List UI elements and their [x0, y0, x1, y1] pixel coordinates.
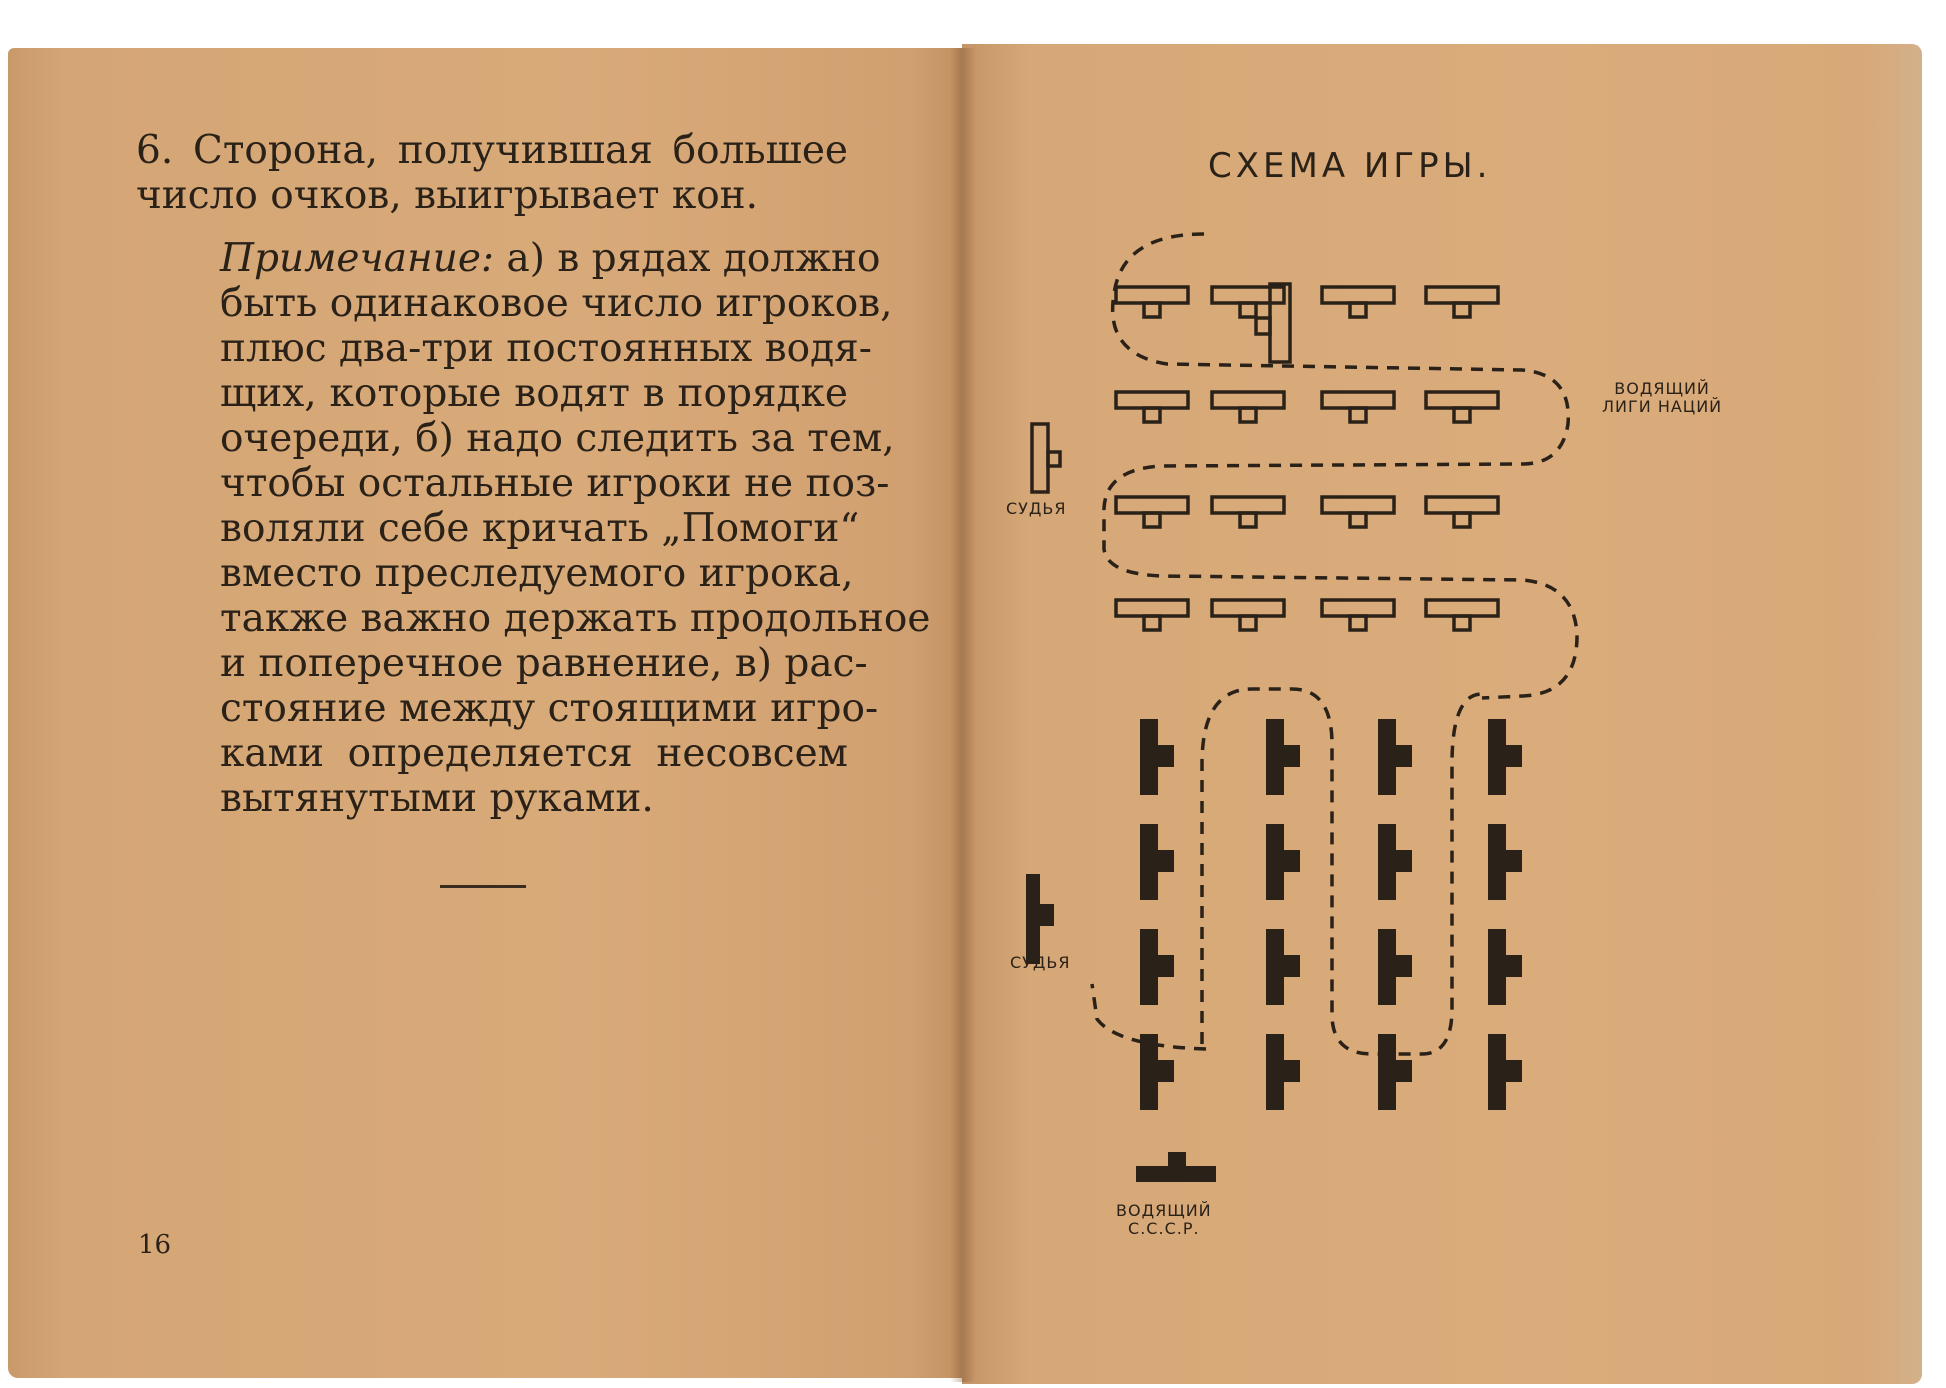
player-body [1488, 719, 1506, 795]
player-body [1322, 392, 1394, 408]
player-body [1116, 497, 1188, 513]
text-line: число очков, выигрывает кон. [136, 173, 759, 218]
player-head [1284, 1060, 1300, 1082]
player-head [1240, 303, 1256, 317]
text-line: 6. Сторона, получившая большее [136, 128, 848, 173]
player-head [1284, 955, 1300, 977]
league-player-icon [1116, 497, 1188, 527]
player-head [1350, 303, 1366, 317]
league-player-icon [1116, 392, 1188, 422]
text-line: и поперечное равнение, в) рас- [220, 641, 868, 686]
ussr-leader-label [1116, 1202, 1212, 1238]
text-line: очереди, б) надо следить за тем, [220, 416, 895, 461]
player-head [1396, 850, 1412, 872]
player-head [1240, 513, 1256, 527]
player-body [1140, 1034, 1158, 1110]
judge-bottom-label: СУДЬЯ [1010, 953, 1071, 972]
player-head [1158, 745, 1174, 767]
player-body [1266, 929, 1284, 1005]
game-scheme-diagram [962, 44, 1922, 1384]
player-head [1396, 745, 1412, 767]
text-line: плюс два-три постоянных водя- [220, 326, 872, 371]
player-body [1140, 824, 1158, 900]
ussr-player-icon [1488, 824, 1522, 900]
league-player-icon [1426, 600, 1498, 630]
player-head [1350, 513, 1366, 527]
ussr-leader-icon [1136, 1152, 1216, 1182]
note-first-line [220, 236, 881, 281]
player-head [1158, 955, 1174, 977]
label-line: ВОДЯЩИЙ [1614, 379, 1710, 398]
player-head [1396, 1060, 1412, 1082]
player-body [1378, 824, 1396, 900]
player-body [1378, 1034, 1396, 1110]
player-body [1140, 929, 1158, 1005]
league-player-icon [1212, 392, 1284, 422]
player-body [1266, 719, 1284, 795]
player-head [1350, 408, 1366, 422]
text-line: воляли себе кричать „Помоги“ [220, 506, 860, 551]
player-body [1212, 392, 1284, 408]
player-head [1144, 303, 1160, 317]
ussr-player-icon [1140, 719, 1174, 795]
text-line: чтобы остальные игроки не поз- [220, 461, 890, 506]
player-head [1144, 616, 1160, 630]
player-head [1454, 408, 1470, 422]
player-head [1454, 513, 1470, 527]
league-player-icon [1116, 287, 1188, 317]
section-divider [440, 885, 526, 888]
league-player-icon [1322, 600, 1394, 630]
player-body [1140, 719, 1158, 795]
league-leader-label [1602, 380, 1722, 416]
league-team [1116, 287, 1498, 630]
text-line: стояние между стоящими игро- [220, 686, 879, 731]
player-head [1454, 616, 1470, 630]
text-line: вытянутыми руками. [220, 776, 654, 821]
player-head [1144, 513, 1160, 527]
league-player-icon [1426, 287, 1498, 317]
player-body [1426, 287, 1498, 303]
ussr-player-icon [1488, 719, 1522, 795]
player-body [1378, 929, 1396, 1005]
player-head [1284, 745, 1300, 767]
ussr-player-icon [1488, 929, 1522, 1005]
ussr-player-icon [1266, 824, 1300, 900]
ussr-player-icon [1488, 1034, 1522, 1110]
judge-bottom-body [1026, 874, 1040, 964]
label-line: ЛИГИ НАЦИЙ [1602, 397, 1723, 416]
label-line: С.С.С.Р. [1128, 1219, 1200, 1238]
league-player-icon [1322, 392, 1394, 422]
player-body [1426, 600, 1498, 616]
player-body [1116, 600, 1188, 616]
label-line: ВОДЯЩИЙ [1116, 1201, 1212, 1220]
player-head [1158, 850, 1174, 872]
player-head [1454, 303, 1470, 317]
paragraph-6 [136, 128, 848, 218]
ussr-player-icon [1266, 929, 1300, 1005]
league-player-icon [1322, 497, 1394, 527]
player-head [1350, 616, 1366, 630]
player-head [1506, 955, 1522, 977]
text-line: щих, которые водят в порядке [220, 371, 848, 416]
player-head [1240, 408, 1256, 422]
judge-top-body [1032, 424, 1048, 492]
judge-top-label: СУДЬЯ [1006, 499, 1067, 518]
judge-top-icon [1032, 424, 1060, 492]
player-body [1488, 1034, 1506, 1110]
player-body [1212, 600, 1284, 616]
player-head [1240, 616, 1256, 630]
ussr-player-icon [1378, 719, 1412, 795]
judge-top-head [1048, 452, 1060, 466]
player-head [1506, 1060, 1522, 1082]
ussr-player-icon [1378, 929, 1412, 1005]
player-body [1212, 497, 1284, 513]
ussr-player-icon [1266, 719, 1300, 795]
league-leader-body [1270, 284, 1290, 362]
player-body [1322, 600, 1394, 616]
player-body [1322, 287, 1394, 303]
player-head [1144, 408, 1160, 422]
scheme-title: СХЕМА ИГРЫ. [1208, 146, 1492, 186]
ussr-player-icon [1140, 929, 1174, 1005]
player-head [1396, 955, 1412, 977]
player-body [1322, 497, 1394, 513]
player-body [1212, 287, 1284, 303]
league-player-icon [1212, 497, 1284, 527]
text-line: также важно держать продольное [220, 596, 931, 641]
ussr-leader-head [1168, 1152, 1186, 1166]
player-body [1116, 287, 1188, 303]
note-paragraph [220, 236, 931, 821]
text-line: быть одинаковое число игроков, [220, 281, 893, 326]
player-body [1378, 719, 1396, 795]
ussr-player-icon [1266, 1034, 1300, 1110]
player-head [1158, 1060, 1174, 1082]
judge-bottom-head [1040, 904, 1054, 926]
player-head [1284, 850, 1300, 872]
ussr-player-icon [1378, 824, 1412, 900]
league-leader-head [1256, 318, 1270, 334]
player-body [1488, 824, 1506, 900]
note-label: Примечание: [220, 236, 495, 281]
text-line: вместо преследуемого игрока, [220, 551, 854, 596]
ussr-path-line [1202, 689, 1482, 1054]
league-player-icon [1426, 497, 1498, 527]
player-head [1506, 850, 1522, 872]
text-line: ками определяется несовсем [220, 731, 848, 776]
league-player-icon [1212, 287, 1284, 317]
ussr-leader-body [1136, 1166, 1216, 1182]
judge-bottom-icon [1026, 874, 1054, 964]
player-body [1266, 824, 1284, 900]
ussr-player-icon [1378, 1034, 1412, 1110]
text-line: а) в рядах должно [506, 236, 881, 281]
league-player-icon [1212, 600, 1284, 630]
player-body [1426, 497, 1498, 513]
player-head [1506, 745, 1522, 767]
league-player-icon [1322, 287, 1394, 317]
league-player-icon [1116, 600, 1188, 630]
league-player-icon [1426, 392, 1498, 422]
ussr-player-icon [1140, 824, 1174, 900]
player-body [1266, 1034, 1284, 1110]
player-body [1488, 929, 1506, 1005]
player-body [1426, 392, 1498, 408]
player-body [1116, 392, 1188, 408]
page-number: 16 [138, 1230, 172, 1260]
ussr-player-icon [1140, 1034, 1174, 1110]
